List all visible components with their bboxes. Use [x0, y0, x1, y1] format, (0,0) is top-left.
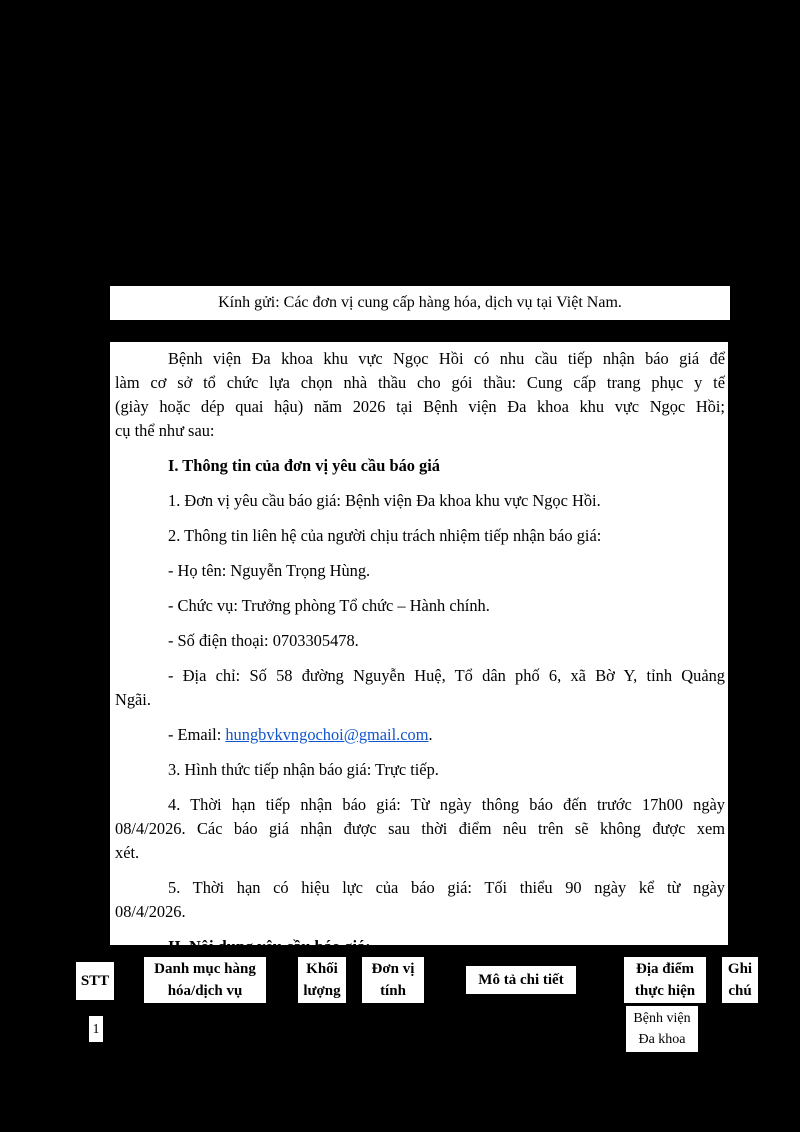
header-item-line-1: Danh mục hàng [154, 961, 256, 977]
header-item-line-2: hóa/dịch vụ [167, 983, 243, 999]
section-2-heading: II. Nội dung yêu cầu báo giá: [168, 937, 371, 956]
header-item [144, 957, 266, 1003]
intro-line-2: làm cơ sở tổ chức lựa chọn nhà thầu cho gói thầu: Cung cấp trang phục y tế [115, 373, 725, 392]
header-location [624, 957, 706, 1003]
header-stt-text: STT [80, 973, 110, 989]
letter-body [110, 342, 728, 956]
deadline-line-3: xét. [115, 843, 140, 862]
header-stt [76, 962, 114, 1000]
validity-line-2: 08/4/2026. [115, 902, 186, 921]
section-1-heading: I. Thông tin của đơn vị yêu cầu báo giá [168, 456, 441, 475]
requester-unit: 1. Đơn vị yêu cầu báo giá: Bệnh viện Đa khoa khu vực Ngọc Hồi. [168, 491, 601, 510]
header-description-text: Mô tả chi tiết [478, 972, 564, 988]
row-1-stt-text: 1 [92, 1021, 100, 1037]
contact-name: - Họ tên: Nguyễn Trọng Hùng. [168, 561, 371, 580]
header-unit-line-2: tính [380, 983, 406, 999]
header-quantity-line-2: lượng [303, 983, 341, 999]
greeting-line [110, 286, 730, 320]
contact-address-line-2: Ngãi. [115, 690, 151, 709]
email-label: - Email: [168, 725, 226, 744]
row-1-location [626, 1006, 698, 1052]
contact-email-row [115, 723, 725, 747]
deadline-line-2: 08/4/2026. Các báo giá nhận được sau thời điểm nêu trên sẽ không được xem [115, 819, 725, 838]
receive-method: 3. Hình thức tiếp nhận báo giá: Trực tiếp. [168, 760, 439, 779]
header-location-line-1: Địa điểm [636, 961, 694, 977]
intro-line-3: (giày hoặc dép quai hậu) năm 2026 tại Bệnh viện Đa khoa khu vực Ngọc Hồi; [115, 397, 725, 416]
row-1-location-line-2: Đa khoa [638, 1032, 686, 1047]
header-description [466, 966, 576, 994]
header-unit-line-1: Đơn vị [371, 961, 415, 977]
deadline-line-1: 4. Thời hạn tiếp nhận báo giá: Từ ngày thông báo đến trước 17h00 ngày [168, 795, 725, 814]
header-location-line-2: thực hiện [634, 983, 696, 999]
header-quantity [298, 957, 346, 1003]
contact-info-heading: 2. Thông tin liên hệ của người chịu trách nhiệm tiếp nhận báo giá: [168, 526, 602, 545]
row-1-stt [89, 1016, 103, 1042]
intro-line-1: Bệnh viện Đa khoa khu vực Ngọc Hồi có nhu cầu tiếp nhận báo giá để [168, 349, 725, 368]
contact-position: - Chức vụ: Trưởng phòng Tổ chức – Hành chính. [168, 596, 490, 615]
header-note-line-1: Ghi [727, 961, 753, 977]
validity-line-1: 5. Thời hạn có hiệu lực của báo giá: Tối thiểu 90 ngày kể từ ngày [168, 878, 725, 897]
header-quantity-line-1: Khối [306, 961, 338, 977]
header-unit [362, 957, 424, 1003]
email-end: . [428, 725, 433, 744]
row-1-location-line-1: Bệnh viện [633, 1011, 691, 1026]
header-note-line-2: chú [728, 983, 752, 999]
contact-address-line-1: - Địa chỉ: Số 58 đường Nguyễn Huệ, Tổ dân phố 6, xã Bờ Y, tỉnh Quảng [168, 666, 725, 685]
contact-phone: - Số điện thoại: 0703305478. [168, 631, 359, 650]
greeting-text: Kính gửi: Các đơn vị cung cấp hàng hóa, dịch vụ tại Việt Nam. [218, 294, 622, 311]
intro-line-4: cụ thể như sau: [115, 421, 215, 440]
email-link[interactable]: hungbvkvngochoi@gmail.com [225, 725, 429, 744]
header-note [722, 957, 758, 1003]
